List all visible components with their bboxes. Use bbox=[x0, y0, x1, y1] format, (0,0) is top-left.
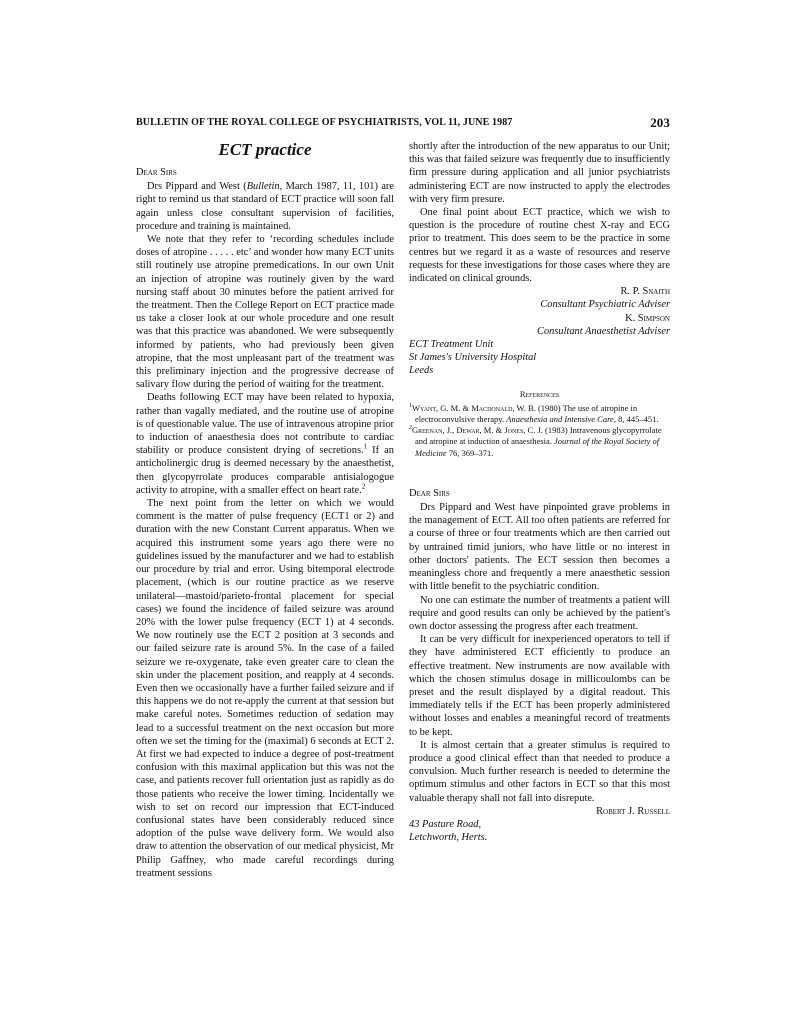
address-1-line-2: St James's University Hospital bbox=[409, 352, 537, 364]
paragraph-6: One final point about ECT practice, which we wish to question is the procedure of routine chest X-ray and ECG prior to treatment. This does seem to be the practice in some centres but we regard it as a waste of resources and reserve requests for these investigations for those cases where they are indicated on clinical grounds. bbox=[409, 207, 670, 285]
right-column bbox=[409, 140, 670, 844]
reference-2: $^2$Greenan, J., Dewar, M. & Jones, C. J. (1983) Intravenous glycopyrrolate and atropine at induction of anaesthesia. Journal of the Royal Society of Medicine 76, 369–371. bbox=[409, 425, 662, 458]
address-1-line-3: Leeds bbox=[409, 365, 434, 377]
address-2-line-1: 43 Pasture Road, bbox=[409, 818, 482, 830]
paragraph-4: The next point from the letter on which we would comment is the matter of pulse frequency (ECT1 or 2) and duration with the new Constant Current apparatus. When we acquired this instrument some years ago there were no guidelines issued by the manufacturer and we had to establish our procedure by trial and error. Using bitemporal electrode placement, (which is our routine practice as we reserve unilateral—mastoid/parieto-frontal placement for special cases) we found the incidence of failed seizure was around 20% with the lower pulse frequency (ECT 1) at 4 seconds. We now routinely use the ECT 2 position at 3 seconds and our failed seizure rate is around 5%. In the case of a failed seizure we re-oxygenate, take even greater care to clean the skin under the placement position, and reapply at 4 seconds. Even then we occasionally have a further failed seizure and if this happens we do not re-apply the current at that session but make careful notes. Sometimes reduction of sedation may lead to a successful treatment on the next occasion but more often we set the timing for the (maximal) 6 seconds at ECT 2. At first we had expected to induce a degree of post-treatment confusion with this maximal application but this was not the case, and patients recover full orientation just as rapidly as do those patients who receive the lower timing. Incidentally we wish to set on record our impression that ECT-induced confusional states have been considerably reduced since adoption of the pulse wave delivery form. We would also draw to attention the observation of our medical physicist, Mr Philip Gaffney, who made careful recordings during treatment sessions bbox=[136, 498, 394, 879]
signer-2-title: Consultant Anaesthetist Adviser bbox=[537, 325, 670, 337]
left-column bbox=[136, 140, 394, 880]
article-title: ECT practice bbox=[218, 140, 312, 159]
paragraph-1: Drs Pippard and West (Bulletin, March 1987, 11, 101) are right to remind us that standard of ECT practice will soon fall again unless close consultant supervision of facilities, procedure and training is maintained. bbox=[136, 181, 394, 232]
address-1-line-1: ECT Treatment Unit bbox=[409, 339, 494, 351]
page-number: 203 bbox=[650, 115, 670, 130]
letter2-paragraph-2: No one can estimate the number of treatments a patient will require and good results can only be achieved by the patient's own doctor assessing the progress after each treatment. bbox=[409, 594, 670, 632]
letter2-paragraph-4: It is almost certain that a greater stimulus is required to produce a good clinical effect than that needed to produce a convulsion. Much further research is needed to determine the optimum stimulus and other factors in ECT so that this most valuable therapy shall not fall into disrepute. bbox=[409, 739, 670, 804]
salutation-2: Dear Sirs bbox=[409, 487, 450, 499]
salutation-1: Dear Sirs bbox=[136, 167, 177, 178]
signer-1: R. P. Snaith bbox=[620, 286, 670, 298]
signer-3: Robert J. Russell bbox=[596, 805, 670, 817]
signer-1-title: Consultant Psychiatric Adviser bbox=[540, 299, 670, 311]
letter2-paragraph-1: Drs Pippard and West have pinpointed grave problems in the management of ECT. All too often patients are referred for a course of three or four treatments which are then carried out by untrained timid juniors, who have little or no interest in other doctors' patients. The ECT session then becomes a meaningless chore and frequently a mere anaesthetic session with little benefit to the psychiatric condition. bbox=[409, 502, 670, 593]
signer-2: K. Simpson bbox=[625, 312, 670, 324]
letter2-paragraph-3: It can be very difficult for inexperienced operators to tell if they have administered ECT efficiently to produce an effective treatment. New instruments are now available with which the chosen stimulus dosage in millicoulombs can be preset and the result displayed by a digital readout. This immediately tells if the ECT has been properly administered without losses and enables a meaningful record of treatments to be kept. bbox=[409, 634, 670, 738]
references-heading: References bbox=[519, 388, 560, 399]
paragraph-3: Deaths following ECT may have been related to hypoxia, rather than vagally mediated, and the routine use of atropine is of questionable value. The use of intravenous atropine prior to induction of anaesthesia does not contribute to cardiac stability or produce consistent drying of secretions.$^1$ If an anticholinergic drug is deemed necessary by the anaesthetist, then glycopyrrolate produces comparable antisialogogue activity to atropine, with a smaller effect on heart rate.$^2$ bbox=[136, 392, 394, 496]
page-header bbox=[136, 117, 670, 133]
paragraph-2: We note that they refer to ‘recording schedules include doses of atropine . . . . . etc’ and wonder how many ECT units still routinely use atropine premedications. In our own Unit an injection of atropine was routinely given by the ward nursing staff about 30 minutes before the patient arrived for the treatment. Then the College Report on ECT practice made us take a closer look at our whole procedure and one result was that this practice was abandoned. We were subsequently informed by patients, who had previously been given atropine, that the most unpleasant part of the treatment was this preliminary injection and the progressive decrease of salivary flow during the period of waiting for the treatment. bbox=[136, 234, 394, 391]
running-title: BULLETIN OF THE ROYAL COLLEGE OF PSYCHIATRISTS, VOL 11, JUNE 1987 bbox=[136, 117, 513, 128]
address-2-line-2: Letchworth, Herts. bbox=[409, 832, 488, 844]
paragraph-5: shortly after the introduction of the new apparatus to our Unit; this was that failed seizure was frequently due to insufficiently firm pressure during application and all junior psychiatrists administering ECT are now instructed to apply the electrodes with very firm presure. bbox=[409, 141, 670, 205]
reference-1: $^1$Wyant, G. M. & Macdonald, W. B. (1980) The use of atropine in electroconvulsive therapy. Anaesthesia and Intensive Care, 8, 445–451. bbox=[409, 402, 659, 425]
